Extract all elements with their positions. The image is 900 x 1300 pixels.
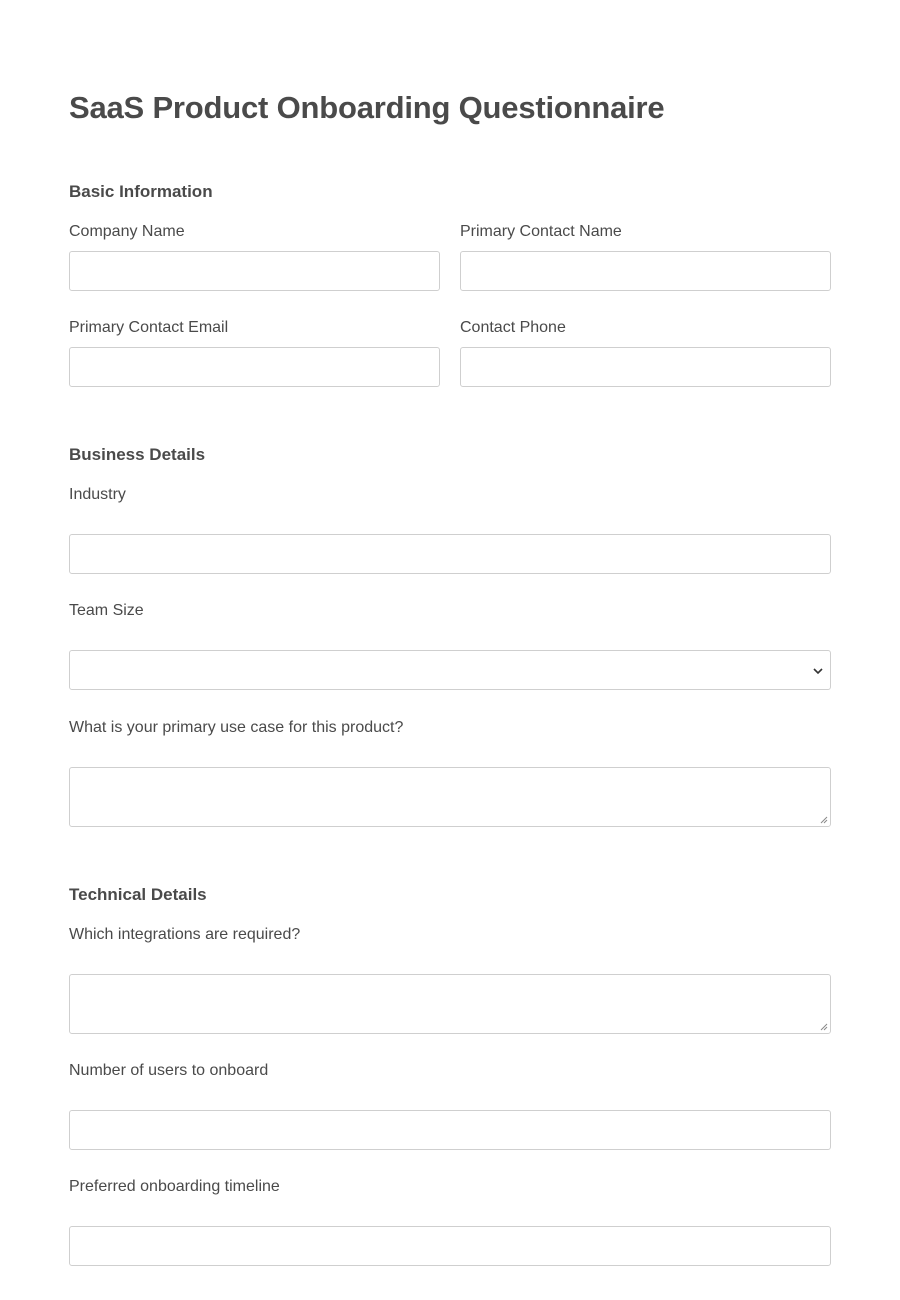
primary-contact-name-label: Primary Contact Name (460, 223, 622, 240)
team-size-label: Team Size (69, 602, 144, 619)
page-title: SaaS Product Onboarding Questionnaire (69, 90, 665, 125)
resize-grip-icon[interactable] (820, 1023, 828, 1031)
company-name-input[interactable] (69, 251, 440, 291)
industry-label: Industry (69, 486, 126, 503)
company-name-label: Company Name (69, 223, 185, 240)
contact-phone-input[interactable] (460, 347, 831, 387)
team-size-select[interactable] (69, 650, 831, 690)
contact-phone-label: Contact Phone (460, 319, 566, 336)
section-heading-basic-information: Basic Information (69, 182, 213, 201)
onboarding-timeline-label: Preferred onboarding timeline (69, 1178, 280, 1195)
number-of-users-label: Number of users to onboard (69, 1062, 269, 1079)
onboarding-timeline-input[interactable] (69, 1226, 831, 1266)
section-heading-business-details: Business Details (69, 445, 206, 464)
primary-contact-email-label: Primary Contact Email (69, 319, 229, 336)
integrations-label: Which integrations are required? (69, 926, 301, 943)
chevron-down-icon (812, 665, 824, 677)
resize-grip-icon[interactable] (820, 816, 828, 824)
primary-contact-name-input[interactable] (460, 251, 831, 291)
use-case-label: What is your primary use case for this product? (69, 719, 404, 736)
section-heading-technical-details: Technical Details (69, 885, 207, 904)
number-of-users-input[interactable] (69, 1110, 831, 1150)
use-case-textarea[interactable] (69, 767, 831, 827)
primary-contact-email-input[interactable] (69, 347, 440, 387)
integrations-textarea[interactable] (69, 974, 831, 1034)
industry-input[interactable] (69, 534, 831, 574)
